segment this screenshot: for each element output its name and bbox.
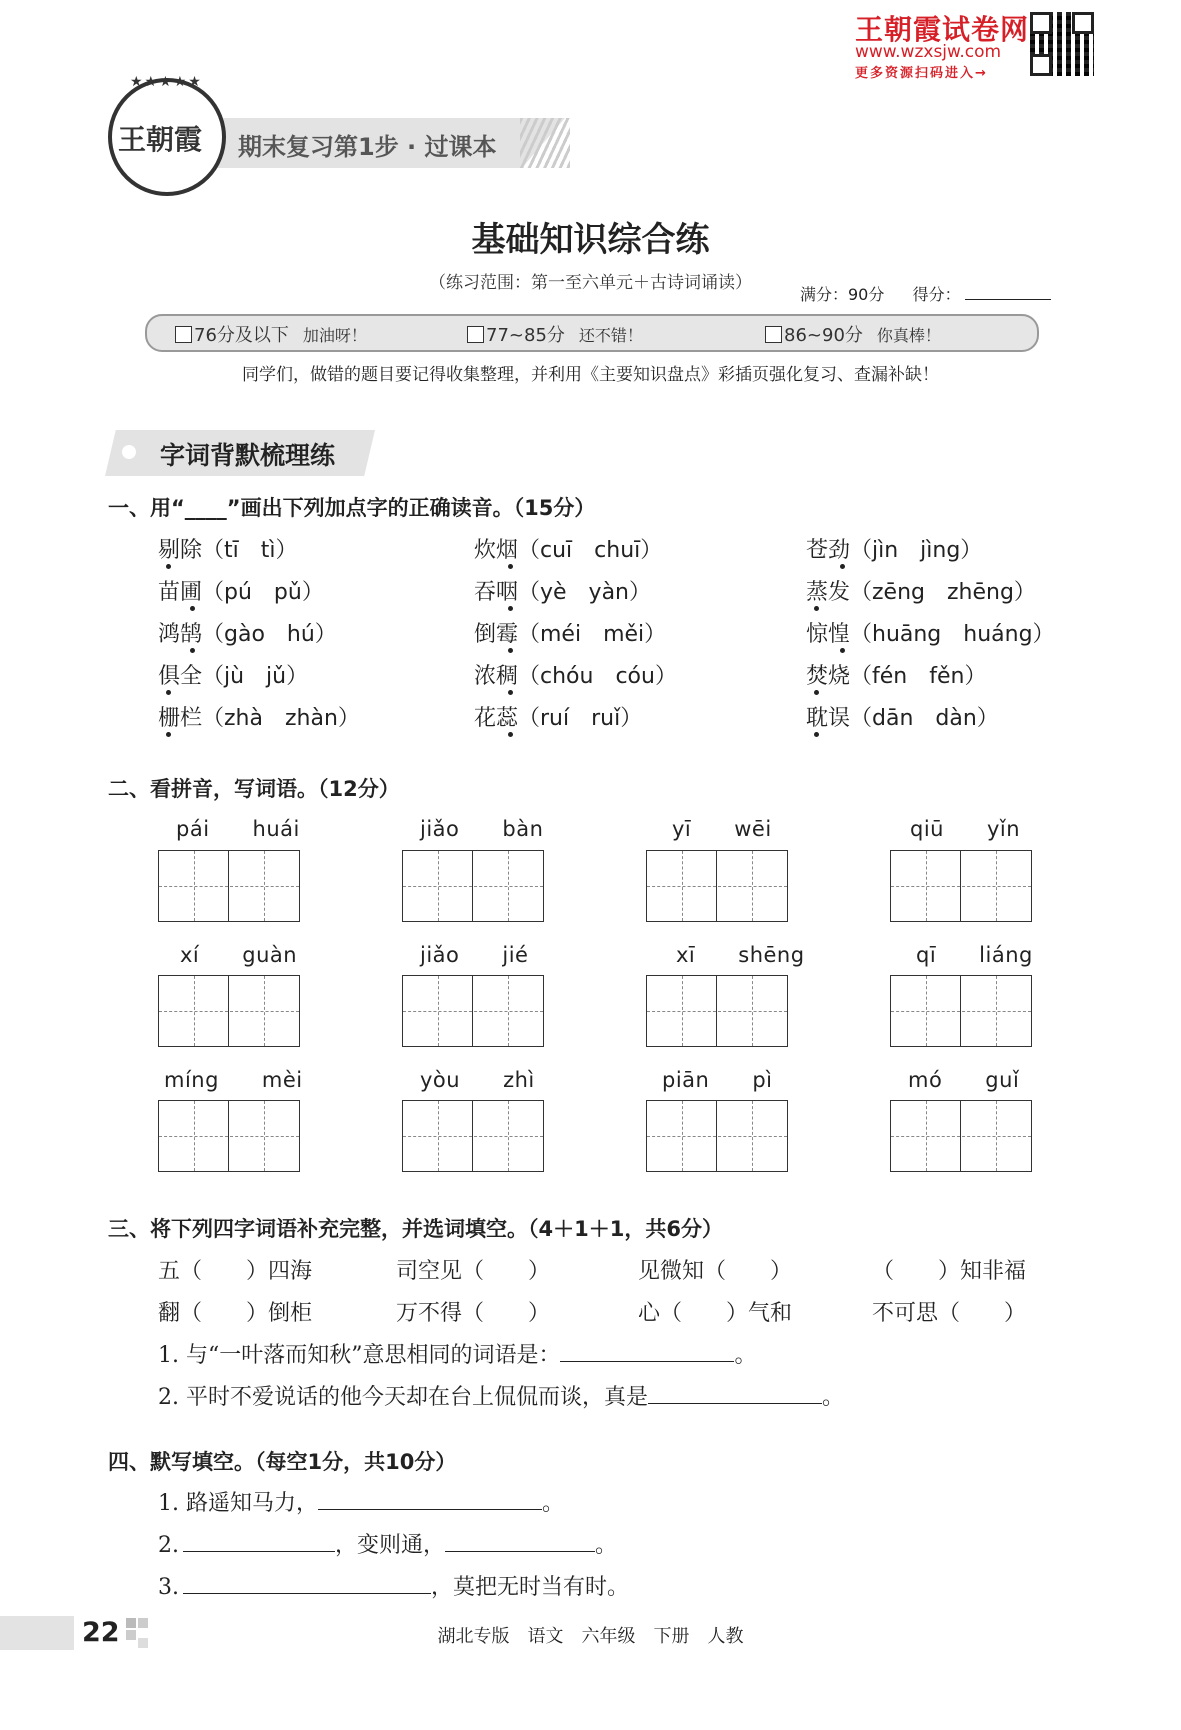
q1-item: 惊惶（huāng huáng） bbox=[806, 622, 1055, 647]
score-level-1: 76分及以下 加油呀！ bbox=[175, 321, 367, 347]
writing-grid[interactable] bbox=[402, 850, 544, 922]
q3-heading: 三、将下列四字词语补充完整，并选词填空。（4＋1＋1，共6分） bbox=[108, 1217, 723, 1241]
writing-grid[interactable] bbox=[646, 850, 788, 922]
page-number: 22 bbox=[82, 1617, 120, 1648]
answer-blank[interactable] bbox=[183, 1592, 431, 1594]
score-blank[interactable] bbox=[965, 299, 1051, 300]
score-level-3: 86~90分 你真棒！ bbox=[765, 321, 941, 347]
banner-label: 期末复习第1步 · 过课本 bbox=[238, 133, 497, 161]
emphasis-dot-icon bbox=[166, 690, 171, 695]
pinyin-label: xí guàn bbox=[180, 943, 298, 967]
emphasis-dot-icon bbox=[840, 564, 845, 569]
level-note: 加油呀！ bbox=[302, 326, 367, 345]
writing-grid[interactable] bbox=[158, 1100, 300, 1172]
answer-blank[interactable] bbox=[445, 1550, 595, 1552]
score-level-bar bbox=[145, 314, 1039, 352]
q1-item: 苗圃（pú pǔ） bbox=[158, 580, 324, 605]
emphasis-dot-icon bbox=[508, 690, 513, 695]
pinyin-label: míng mèi bbox=[164, 1068, 303, 1092]
q4-line-2: 2. ，变则通， 。 bbox=[158, 1533, 618, 1558]
pinyin-label: qiū yǐn bbox=[910, 817, 1021, 841]
level-note: 你真棒！ bbox=[876, 326, 941, 345]
footer-edition: 湖北专版 语文 六年级 下册 人教 bbox=[437, 1626, 744, 1647]
q4-line-1: 1. 路遥知马力， 。 bbox=[158, 1491, 564, 1516]
score-level-2: 77~85分 还不错！ bbox=[467, 321, 643, 347]
checkbox-icon[interactable] bbox=[467, 326, 484, 343]
q1-item: 俱全（jù jǔ） bbox=[158, 664, 309, 689]
q3-sentence-2: 2. 平时不爱说话的他今天却在台上侃侃而谈，真是 。 bbox=[158, 1385, 845, 1410]
score-info bbox=[800, 282, 1051, 305]
idiom-item: 心（ ）气和 bbox=[638, 1301, 793, 1326]
q1-heading: 一、用“____”画出下列加点字的正确读音。（15分） bbox=[108, 496, 596, 520]
logo-text: 王朝霞 bbox=[118, 123, 203, 156]
pinyin-label: pái huái bbox=[176, 817, 300, 841]
emphasis-dot-icon bbox=[814, 690, 819, 695]
pinyin-label: yòu zhì bbox=[420, 1068, 535, 1092]
emphasis-dot-icon bbox=[508, 564, 513, 569]
pinyin-label: mó guǐ bbox=[908, 1068, 1020, 1092]
idiom-item: 不可思（ ） bbox=[872, 1301, 1027, 1326]
q2-heading: 二、看拼音，写词语。（12分） bbox=[108, 777, 400, 801]
writing-grid[interactable] bbox=[402, 1100, 544, 1172]
q1-item: 苍劲（jìn jìng） bbox=[806, 538, 983, 563]
brand-more: 更多资源扫码进入→ bbox=[855, 66, 988, 81]
q1-item: 花蕊（ruí ruǐ） bbox=[474, 706, 643, 731]
idiom-item: 见微知（ ） bbox=[638, 1259, 793, 1284]
checkbox-icon[interactable] bbox=[175, 326, 192, 343]
emphasis-dot-icon bbox=[840, 648, 845, 653]
q1-item: 倒霉（méi měi） bbox=[474, 622, 667, 647]
pinyin-label: piān pì bbox=[662, 1068, 773, 1092]
q1-item: 吞咽（yè yàn） bbox=[474, 580, 651, 605]
emphasis-dot-icon bbox=[814, 732, 819, 737]
pinyin-label: jiǎo jié bbox=[420, 943, 529, 967]
answer-blank[interactable] bbox=[318, 1508, 542, 1510]
idiom-item: 万不得（ ） bbox=[396, 1301, 551, 1326]
banner-stripes bbox=[520, 118, 570, 168]
writing-grid[interactable] bbox=[890, 1100, 1032, 1172]
level-note: 还不错！ bbox=[578, 326, 643, 345]
logo-stars-icon: ★★★★★ bbox=[130, 74, 203, 90]
q1-item: 蒸发（zēng zhēng） bbox=[806, 580, 1036, 605]
q1-item: 鸿鹄（gào hú） bbox=[158, 622, 337, 647]
q4-heading: 四、默写填空。（每空1分，共10分） bbox=[108, 1450, 457, 1474]
q1-item: 炊烟（cuī chuī） bbox=[474, 538, 663, 563]
emphasis-dot-icon bbox=[508, 606, 513, 611]
section-title: 字词背默梳理练 bbox=[160, 441, 336, 470]
idiom-item: 五（ ）四海 bbox=[158, 1259, 313, 1284]
writing-grid[interactable] bbox=[158, 850, 300, 922]
answer-blank[interactable] bbox=[560, 1360, 734, 1362]
idiom-item: 翻（ ）倒柜 bbox=[158, 1301, 313, 1326]
study-tip: 同学们，做错的题目要记得收集整理，并利用《主要知识盘点》彩插页强化复习、查漏补缺！ bbox=[242, 365, 939, 385]
pinyin-label: yī wēi bbox=[672, 817, 772, 841]
writing-grid[interactable] bbox=[402, 975, 544, 1047]
q1-item: 浓稠（chóu cóu） bbox=[474, 664, 677, 689]
q1-item: 焚烧（fén fěn） bbox=[806, 664, 987, 689]
emphasis-dot-icon bbox=[166, 732, 171, 737]
idiom-item: 司空见（ ） bbox=[396, 1259, 551, 1284]
writing-grid[interactable] bbox=[158, 975, 300, 1047]
checkbox-icon[interactable] bbox=[765, 326, 782, 343]
emphasis-dot-icon bbox=[190, 606, 195, 611]
full-score: 满分：90分 bbox=[800, 285, 885, 304]
answer-blank[interactable] bbox=[183, 1550, 335, 1552]
brand-url: www.wzxsjw.com bbox=[855, 42, 1002, 62]
emphasis-dot-icon bbox=[166, 564, 171, 569]
page-title: 基础知识综合练 bbox=[471, 220, 710, 260]
pinyin-label: jiǎo bàn bbox=[420, 817, 544, 841]
q4-line-3: 3. ，莫把无时当有时。 bbox=[158, 1575, 630, 1600]
q3-sentence-1: 1. 与“一叶落而知秋”意思相同的词语是： 。 bbox=[158, 1343, 757, 1368]
score-label: 得分： bbox=[912, 285, 961, 304]
writing-grid[interactable] bbox=[890, 850, 1032, 922]
bullet-icon bbox=[122, 445, 136, 459]
writing-grid[interactable] bbox=[646, 975, 788, 1047]
emphasis-dot-icon bbox=[814, 606, 819, 611]
q1-item: 栅栏（zhà zhàn） bbox=[158, 706, 360, 731]
qr-code-icon bbox=[1030, 12, 1094, 76]
pinyin-label: xī shēng bbox=[676, 943, 805, 967]
idiom-item: （ ）知非福 bbox=[872, 1259, 1027, 1284]
writing-grid[interactable] bbox=[646, 1100, 788, 1172]
practice-range: （练习范围：第一至六单元＋古诗词诵读） bbox=[429, 273, 752, 293]
q1-item: 剔除（tī tì） bbox=[158, 538, 298, 563]
emphasis-dot-icon bbox=[508, 732, 513, 737]
brand-name: 王朝霞试卷网 bbox=[855, 13, 1030, 46]
emphasis-dot-icon bbox=[190, 648, 195, 653]
emphasis-dot-icon bbox=[508, 648, 513, 653]
pinyin-label: qī liáng bbox=[916, 943, 1033, 967]
q1-item: 耽误（dān dàn） bbox=[806, 706, 999, 731]
writing-grid[interactable] bbox=[890, 975, 1032, 1047]
answer-blank[interactable] bbox=[648, 1402, 822, 1404]
